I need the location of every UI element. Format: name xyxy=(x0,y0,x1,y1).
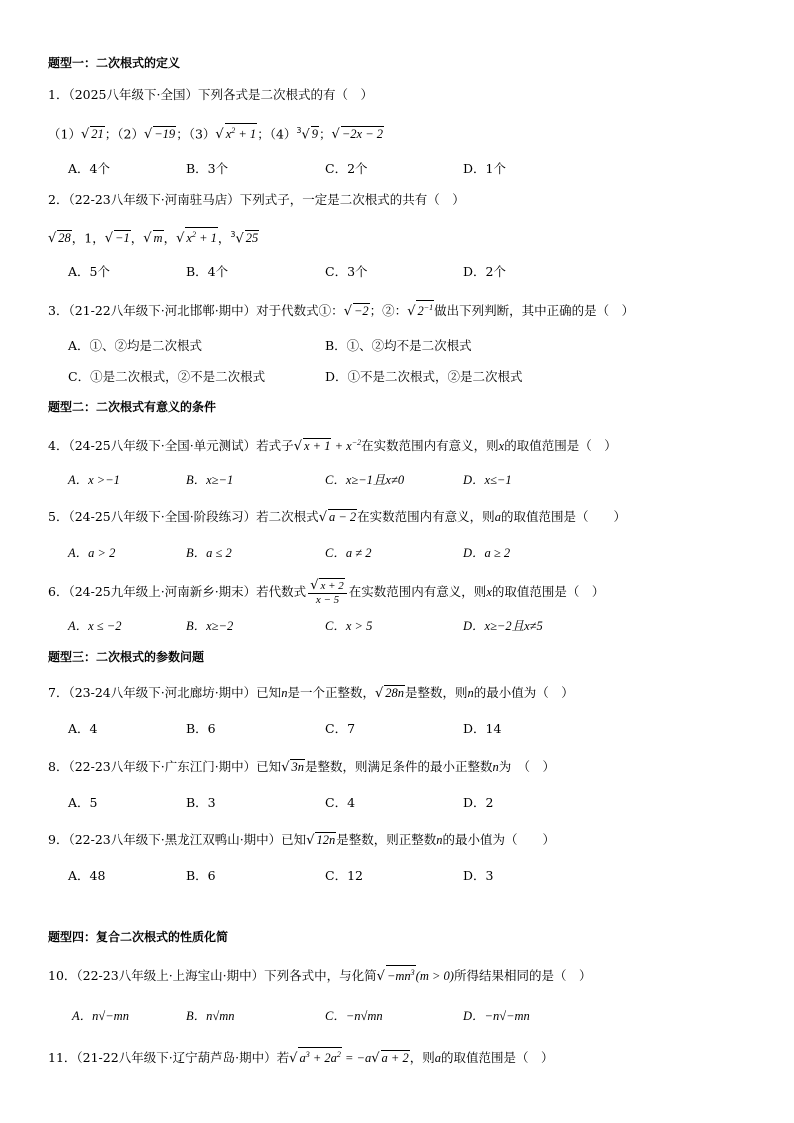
question-9-option-d[interactable]: D．3 xyxy=(463,868,494,883)
question-2-items: √ 28，1，√ −1，√ m，√ $x^2 + 1$，$^3$√ 25 xyxy=(48,226,259,248)
question-10-option-b[interactable]: B．n√mn xyxy=(186,1009,235,1023)
question-9-option-a[interactable]: A．48 xyxy=(68,868,106,883)
question-4-option-c[interactable]: C．x≥−1且x≠0 xyxy=(325,473,405,487)
question-2-option-d[interactable]: D．2个 xyxy=(463,264,506,279)
question-8-option-b[interactable]: B．3 xyxy=(186,795,216,810)
question-1-option-a[interactable]: A．4个 xyxy=(68,161,110,176)
question-2-option-a[interactable]: A．5个 xyxy=(68,264,110,279)
question-8-option-d[interactable]: D．2 xyxy=(463,795,494,810)
section-title-3: 题型三：二次根式的参数问题 xyxy=(48,650,205,664)
question-1-option-d[interactable]: D．1个 xyxy=(463,161,506,176)
question-6-option-a[interactable]: A．x ≤ −2 xyxy=(68,619,122,633)
question-7-option-a[interactable]: A．4 xyxy=(68,721,98,736)
question-5-option-c[interactable]: C．a ≠ 2 xyxy=(325,546,372,560)
question-2-stem: 2．（22-23八年级下·河南驻马店）下列式子，一定是二次根式的共有（ ） xyxy=(48,192,465,207)
question-3-option-c[interactable]: C．①是二次根式，②不是二次根式 xyxy=(68,369,266,384)
question-8-option-c[interactable]: C．4 xyxy=(325,795,356,810)
question-7-option-c[interactable]: C．7 xyxy=(325,721,356,736)
question-1-option-b[interactable]: B．3个 xyxy=(186,161,229,176)
question-9-option-c[interactable]: C．12 xyxy=(325,868,363,883)
question-10-option-a[interactable]: A．n√−mn xyxy=(72,1009,129,1023)
question-2-option-c[interactable]: C．3个 xyxy=(325,264,368,279)
question-6-stem: 6．（24-25九年级上·河南新乡·期末）若代数式 $\frac{√ x + 2}{x - 5}$ 在实数范围内有意义，则x的取值范围是（ ） xyxy=(48,578,605,606)
question-8-stem: 8．（22-23八年级下·广东江门·期中）已知√ 3n是整数，则满足条件的最小正整数n为 （ ） xyxy=(48,759,556,775)
question-7-option-d[interactable]: D．14 xyxy=(463,721,502,736)
question-10-stem: 10．（22-23八年级上·上海宝山·期中）下列各式中，与化简√ $-mn^3(m > 0)$所得结果相同的是（ ） xyxy=(48,965,591,986)
section-title-2: 题型二：二次根式有意义的条件 xyxy=(48,400,217,414)
question-10-option-d[interactable]: D．−n√−mn xyxy=(463,1009,530,1023)
question-4-stem: 4．（24-25八年级下·全国·单元测试）若式子√ $x + 1 + x^{-2}$在实数范围内有意义，则x的取值范围是（ ） xyxy=(48,438,617,455)
question-9-stem: 9．（22-23八年级下·黑龙江双鸭山·期中）已知√ 12n是整数，则正整数n的最小值为（ ） xyxy=(48,832,556,848)
question-3-option-a[interactable]: A．①、②均是二次根式 xyxy=(68,338,203,353)
question-4-option-b[interactable]: B．x≥−1 xyxy=(186,473,234,487)
question-5-option-b[interactable]: B．a ≤ 2 xyxy=(186,546,232,560)
question-5-option-d[interactable]: D．a ≥ 2 xyxy=(463,546,511,560)
question-1-items: （1）√ 21；（2）√ −19；（3）√ $x^2 + 1$；$(4)^3√$ 9；√ −2x − 2 xyxy=(48,122,384,144)
question-11-stem: 11．（21-22八年级下·辽宁葫芦岛·期中）若√ $a^3 + 2a^2 = -a√$ a + 2，则a的取值范围是（ ） xyxy=(48,1047,554,1068)
question-3-stem: 3．（21-22八年级下·河北邯郸·期中）对于代数式①：√ −2；②：√ $2^{-1}$做出下列判断，其中正确的是（ ） xyxy=(48,300,634,321)
question-4-option-a[interactable]: A．x >−1 xyxy=(68,473,120,487)
question-1-stem: 1．（2025八年级下·全国）下列各式是二次根式的有（ ） xyxy=(48,87,373,102)
question-7-option-b[interactable]: B．6 xyxy=(186,721,216,736)
question-8-option-a[interactable]: A．5 xyxy=(68,795,98,810)
question-5-stem: 5．（24-25八年级下·全国·阶段练习）若二次根式√ a − 2在实数范围内有意义，则a的取值范围是（ ） xyxy=(48,509,626,525)
question-4-option-d[interactable]: D．x≤−1 xyxy=(463,473,512,487)
question-1-option-c[interactable]: C．2个 xyxy=(325,161,368,176)
section-title-4: 题型四：复合二次根式的性质化简 xyxy=(48,930,229,944)
question-2-option-b[interactable]: B．4个 xyxy=(186,264,229,279)
question-10-option-c[interactable]: C．−n√mn xyxy=(325,1009,383,1023)
question-3-option-d[interactable]: D．①不是二次根式，②是二次根式 xyxy=(325,369,523,384)
question-3-option-b[interactable]: B．①、②均不是二次根式 xyxy=(325,338,472,353)
question-9-option-b[interactable]: B．6 xyxy=(186,868,216,883)
question-6-option-c[interactable]: C．x > 5 xyxy=(325,619,373,633)
section-title-1: 题型一：二次根式的定义 xyxy=(48,56,181,70)
question-5-option-a[interactable]: A．a > 2 xyxy=(68,546,116,560)
question-6-option-b[interactable]: B．x≥−2 xyxy=(186,619,234,633)
question-7-stem: 7．（23-24八年级下·河北廊坊·期中）已知n是一个正整数，√ 28n是整数，则n的最小值为（ ） xyxy=(48,685,574,701)
question-6-option-d[interactable]: D．x≥−2且x≠5 xyxy=(463,619,543,633)
